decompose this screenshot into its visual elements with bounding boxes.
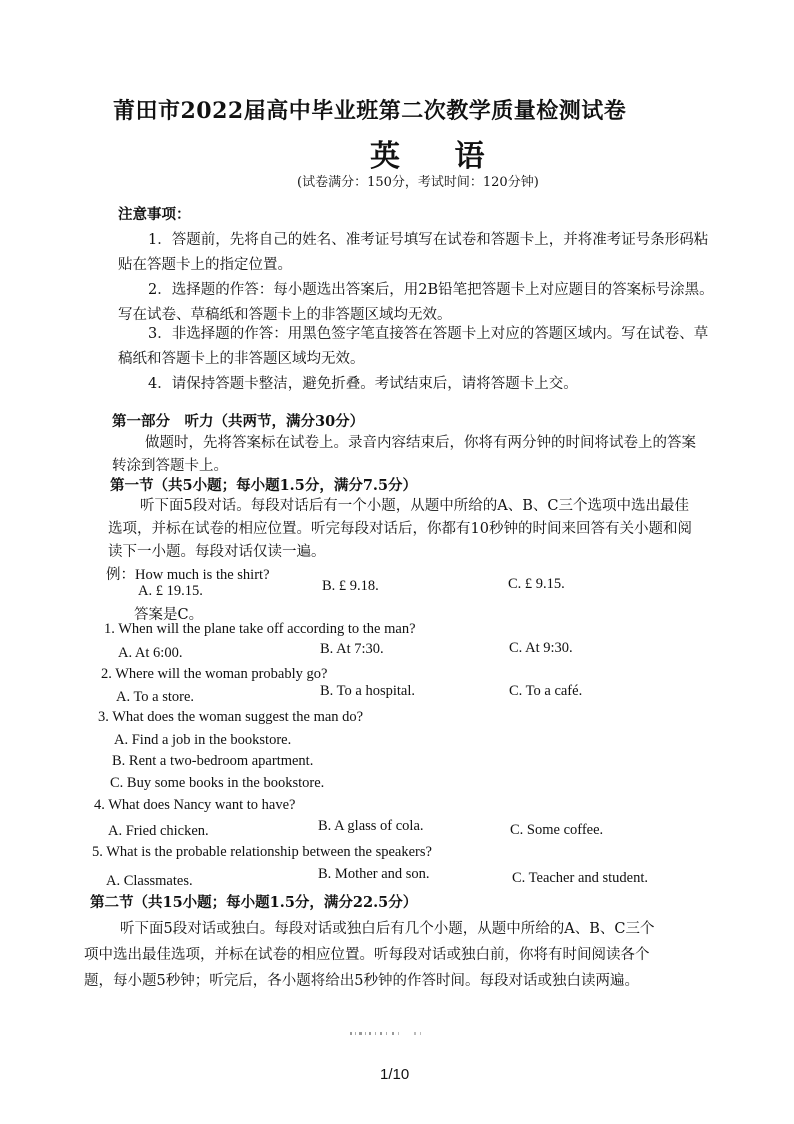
notice-item-3-line-1: 3．非选择题的作答：用黑色签字笔直接答在答题卡上对应的答题区域内。写在试卷、草 — [148, 326, 709, 342]
question-4-option-c: C. Some coffee. — [510, 822, 604, 838]
question-4-option-a: A. Fried chicken. — [108, 823, 209, 839]
page-number: 1/10 — [380, 1066, 410, 1083]
example-option-c: C. £ 9.15. — [508, 576, 565, 592]
question-3-option-b: B. Rent a two-bedroom apartment. — [112, 753, 314, 769]
subject-title: 英 语 — [370, 139, 507, 174]
scan-marks — [350, 1021, 424, 1026]
example-option-a: A. £ 19.15. — [138, 583, 203, 599]
example-answer: 答案是C。 — [134, 607, 204, 623]
question-4-option-b: B. A glass of cola. — [318, 818, 424, 834]
question-5-option-a: A. Classmates. — [106, 873, 193, 889]
section1-intro-line-3: 读下一小题。每段对话仅读一遍。 — [108, 544, 326, 560]
notice-item-1-line-1: 1．答题前，先将自己的姓名、准考证号填写在试卷和答题卡上，并将准考证号条形码粘 — [148, 232, 709, 248]
part1-heading: 第一部分 听力（共两节，满分30分） — [112, 413, 365, 430]
question-3-option-c: C. Buy some books in the bookstore. — [110, 775, 325, 791]
example-option-b: B. £ 9.18. — [322, 578, 379, 594]
notice-item-4: 4．请保持答题卡整洁，避免折叠。考试结束后，请将答题卡上交。 — [148, 376, 578, 392]
question-5: 5. What is the probable relationship between the speakers? — [92, 844, 432, 860]
question-2-option-a: A. To a store. — [116, 689, 195, 705]
example-question: 例：How much is the shirt? — [106, 567, 270, 583]
notice-item-3-line-2: 稿纸和答题卡上的非答题区域均无效。 — [118, 351, 365, 367]
question-2: 2. Where will the woman probably go? — [101, 666, 328, 682]
section2-intro-line-3: 题，每小题5秒钟；听完后，各小题将给出5秒钟的作答时间。每段对话或独白读两遍。 — [84, 973, 639, 989]
question-2-option-c: C. To a café. — [509, 683, 583, 699]
notice-item-2-line-2: 写在试卷、草稿纸和答题卡上的非答题区域均无效。 — [118, 307, 452, 323]
question-5-option-c: C. Teacher and student. — [512, 870, 649, 886]
part1-intro-line-2: 转涂到答题卡上。 — [112, 458, 228, 474]
question-3: 3. What does the woman suggest the man do? — [98, 709, 364, 725]
question-1-option-c: C. At 9:30. — [509, 640, 573, 656]
exam-title: 莆田市2022届高中毕业班第二次教学质量检测试卷 — [113, 98, 627, 124]
section1-intro-line-1: 听下面5段对话。每段对话后有一个小题，从题中所给的A、B、C三个选项中选出最佳 — [140, 498, 689, 514]
scan-marks-graphic — [350, 1031, 424, 1036]
exam-info: (试卷满分：150分，考试时间：120分钟) — [297, 175, 539, 190]
question-1-option-b: B. At 7:30. — [320, 641, 384, 657]
section2-intro-line-2: 项中选出最佳选项，并标在试卷的相应位置。听每段对话或独白前，你将有时间阅读各个 — [84, 947, 650, 963]
question-3-option-a: A. Find a job in the bookstore. — [114, 732, 292, 748]
section1-intro-line-2: 选项，并标在试卷的相应位置。听完每段对话后，你都有10秒钟的时间来回答有关小题和阅 — [108, 521, 692, 537]
notice-item-2-line-1: 2．选择题的作答：每小题选出答案后，用2B铅笔把答题卡上对应题目的答案标号涂黑。 — [148, 282, 714, 298]
notice-heading: 注意事项： — [118, 206, 191, 223]
question-4: 4. What does Nancy want to have? — [94, 797, 296, 813]
section2-intro-line-1: 听下面5段对话或独白。每段对话或独白后有几个小题，从题中所给的A、B、C三个 — [120, 921, 655, 937]
part1-intro-line-1: 做题时，先将答案标在试卷上。录音内容结束后，你将有两分钟的时间将试卷上的答案 — [145, 435, 696, 451]
question-5-option-b: B. Mother and son. — [318, 866, 430, 882]
question-2-option-b: B. To a hospital. — [320, 683, 415, 699]
question-1-option-a: A. At 6:00. — [118, 645, 183, 661]
notice-item-1-line-2: 贴在答题卡上的指定位置。 — [118, 257, 292, 273]
section2-heading: 第二节（共15小题；每小题1.5分，满分22.5分） — [90, 894, 418, 911]
question-1: 1. When will the plane take off according to the man? — [104, 621, 416, 637]
section1-heading: 第一节（共5小题；每小题1.5分，满分7.5分） — [110, 477, 418, 494]
